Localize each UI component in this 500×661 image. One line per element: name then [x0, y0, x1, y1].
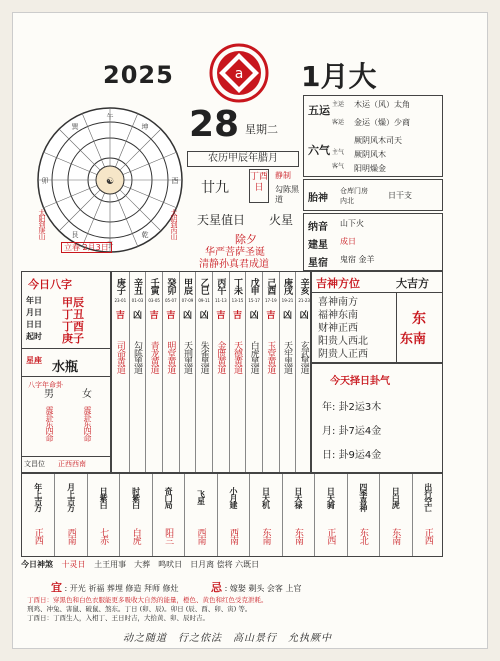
birthday-label: 华严菩萨圣诞 [205, 247, 265, 258]
star-label: 天星值日 [197, 213, 246, 227]
birthday2-label: 清静孙真君成道 [199, 259, 269, 270]
gouchen-label: 勾陈黑道 [275, 185, 299, 204]
calendar-sheet [12, 12, 488, 649]
notes-line-3: 丁酉日：丁酉生人，入相丁、王日时吉，大拾黄、卯、辰时吉。 [27, 614, 209, 622]
hour-time: 05-07 [165, 298, 177, 303]
hour-column [129, 272, 146, 472]
bottom-value: 西南 [195, 528, 206, 544]
hour-column [245, 272, 262, 472]
direction-line-1: 喜神南方 [318, 297, 358, 308]
bazi-row-label-2: 月日 [26, 308, 42, 317]
bottom-column [249, 474, 281, 556]
bottom-header: 月上吉方 [66, 483, 76, 511]
hour-time: 13-15 [231, 298, 244, 303]
lunar-date-box [187, 151, 299, 167]
bottom-column [347, 474, 379, 556]
hour-god: 天刑黑道 [181, 341, 192, 373]
hour-luck: 吉 [166, 311, 176, 321]
hour-table [111, 271, 311, 473]
bottom-header: 四季喜神 [358, 483, 368, 511]
wuyun-value-1: 木运（风）太角 [354, 100, 410, 109]
nayin-value: 山下火 [340, 219, 364, 228]
bottom-column [152, 474, 184, 556]
notes-line-2: 刑鸡、冲兔、害鼠、破鼠、煞东。丁日 (卯、辰)。卯日 (辰、酉、卯、寅) 等。 [27, 605, 252, 613]
hour-column [162, 272, 179, 472]
lichun-value: 立春 2月3日 [61, 242, 112, 253]
wuyun-tag-1: 主运 [332, 101, 345, 108]
bazi-hour-stem: 庚 [62, 332, 73, 345]
hour-time: 03-05 [148, 298, 160, 303]
hour-ganzhi: 庚戌 [281, 278, 292, 294]
hour-luck: 吉 [216, 311, 226, 321]
hour-ganzhi: 壬寅 [148, 278, 159, 294]
hour-time: 19-21 [281, 298, 294, 303]
svg-text:a: a [234, 66, 244, 82]
xingzuo-value: 水瓶 [52, 360, 79, 375]
hour-god: 朱雀黑道 [198, 341, 209, 373]
bazi-month-stem: 丁 [62, 308, 73, 321]
jianxing-label: 建星 [308, 240, 328, 251]
bazi-hour [62, 330, 84, 346]
bottom-value: 正西 [32, 528, 43, 544]
bottom-header: 日紫白 [99, 486, 109, 508]
wenchang-label: 文昌位 [24, 460, 45, 468]
bazi-row-label-4: 起时 [26, 332, 42, 341]
hour-luck: 凶 [299, 311, 309, 321]
nayin-box [303, 213, 443, 271]
hour-time: 11-13 [215, 298, 227, 303]
direction-line-4: 阳贵人西北 [318, 336, 368, 347]
hour-time: 15-17 [248, 298, 260, 303]
hour-luck: 吉 [266, 311, 276, 321]
hour-ganzhi: 戊申 [248, 278, 259, 294]
bottom-header: 出行空亡 [423, 483, 433, 511]
bazi-title: 今日八字 [28, 278, 72, 291]
hour-god: 司命黄道 [114, 341, 125, 373]
bottom-value: 东南 [390, 528, 401, 544]
wuyun-liuqi-box [303, 95, 443, 177]
hour-time: 23-01 [114, 298, 127, 303]
bottom-value: 东南 [260, 528, 271, 544]
hour-luck: 凶 [199, 311, 209, 321]
bottom-column [184, 474, 216, 556]
hour-ganzhi: 辛亥 [298, 278, 309, 294]
hour-time: 09-11 [198, 298, 210, 303]
bazi-row-label-1: 年日 [26, 296, 42, 305]
gua-value-2: 卦7运4金 [338, 426, 382, 437]
hour-time: 21-23 [298, 298, 310, 303]
bottom-header: 时紫白 [131, 486, 141, 508]
gua-box [311, 363, 443, 473]
bottom-column [87, 474, 119, 556]
bottom-header: 日天禄 [293, 486, 303, 508]
lunar-date-label: 农历甲辰年腊月 [208, 153, 278, 164]
gua-key-1: 年: [322, 402, 336, 413]
direction-line-2: 福神东南 [318, 310, 358, 321]
bazi-row-label-3: 日日 [26, 320, 42, 329]
xingzuo-label: 星座 [26, 356, 42, 365]
hour-god: 玄武黑道 [298, 341, 309, 373]
hour-ganzhi: 乙巳 [198, 278, 209, 294]
year-label: 2025 [103, 61, 174, 89]
lichun-label [61, 243, 112, 253]
big-dir-1: 东 [412, 311, 426, 327]
hour-column [195, 272, 212, 472]
xingsu-label: 星宿 [308, 258, 328, 269]
svg-text:酉: 酉 [171, 177, 179, 185]
bottom-header: 小月建 [228, 486, 238, 508]
direction-line-3: 财神正西 [318, 323, 358, 334]
hour-luck: 吉 [115, 311, 125, 321]
today-god-label: 今日神煞 [21, 560, 53, 569]
day-number: 28 [189, 104, 240, 145]
svg-text:☯: ☯ [105, 177, 115, 187]
hour-ganzhi: 丙午 [215, 278, 226, 294]
bottom-grid [21, 473, 443, 557]
female-label: 女 [82, 389, 92, 400]
bottom-column [22, 474, 54, 556]
bottom-header: 飞星 [196, 490, 206, 504]
hour-ganzhi: 庚子 [114, 278, 125, 294]
bottom-column [314, 474, 346, 556]
liuqi-tag-1: 主气 [332, 149, 345, 156]
hour-god: 天牢黑道 [281, 341, 292, 373]
hour-luck: 凶 [282, 311, 292, 321]
bazi-day-branch: 酉 [73, 320, 84, 333]
hour-ganzhi: 丁未 [231, 278, 242, 294]
bottom-value: 西南 [65, 528, 76, 544]
hour-time: 07-09 [181, 298, 194, 303]
yi-ji-row [21, 579, 443, 593]
hour-ganzhi: 甲辰 [181, 278, 192, 294]
gua-line-1 [322, 398, 381, 413]
svg-text:艮: 艮 [71, 231, 79, 239]
bottom-value: 西南 [227, 528, 238, 544]
svg-text:坤: 坤 [141, 123, 149, 131]
hour-column [212, 272, 229, 472]
hour-luck: 吉 [232, 311, 242, 321]
bazi-box [21, 271, 111, 473]
bottom-column [412, 474, 443, 556]
bazi-month-branch: 丑 [73, 308, 84, 321]
bottom-column [119, 474, 151, 556]
hour-ganzhi: 辛丑 [131, 278, 142, 294]
bottom-value: 正西 [325, 528, 336, 544]
today-god-row [21, 559, 443, 573]
yi-label: 宜 [51, 581, 62, 594]
hour-god: 玉堂黄道 [265, 341, 276, 373]
today-god-value: 十灵日 [61, 560, 86, 569]
hour-luck: 凶 [249, 311, 259, 321]
svg-text:午: 午 [106, 113, 114, 121]
bottom-header: 日天骑 [326, 486, 336, 508]
gua-key-3: 日: [322, 450, 336, 461]
bottom-column [217, 474, 249, 556]
hour-column [145, 272, 162, 472]
bottom-column [282, 474, 314, 556]
hour-luck: 吉 [149, 311, 159, 321]
gua-value-3: 卦9运4金 [338, 450, 382, 461]
bottom-value: 阳三 [163, 528, 174, 544]
male-gua: 震卦东四命 [45, 406, 54, 441]
hour-god: 金匮黄道 [215, 341, 226, 373]
direction-title: 吉神方位 [316, 277, 360, 290]
notes-line-1: 丁酉日：穿黑色和白色衣服能更多吸收大自然的能量，橙色、黄色和红色受克泄耗。 [27, 596, 268, 604]
bottom-value: 白虎 [130, 528, 141, 544]
logo-icon [209, 43, 269, 103]
bottom-header: 奇门局 [164, 486, 174, 508]
wuyun-label: 五运 [308, 104, 330, 117]
svg-text:子: 子 [106, 241, 114, 249]
hour-god: 明堂黄道 [165, 341, 176, 373]
jingzhi-label: 静制 [275, 171, 291, 180]
jianxing-value: 成日 [340, 237, 356, 246]
hour-time: 17-19 [265, 298, 277, 303]
direction-line-5: 阴贵人正西 [318, 349, 368, 360]
gua-title: 今天择日卦气 [330, 376, 390, 387]
direction-box [311, 271, 443, 363]
weekday-label: 星期二 [245, 123, 278, 136]
bottom-value: 正西 [422, 528, 433, 544]
ji-text: : 嫁娶 剃头 会客 上官 [224, 584, 302, 593]
huoxing-label: 火星 [269, 213, 294, 227]
svg-text:乾: 乾 [141, 231, 149, 239]
hour-column [179, 272, 196, 472]
gua-key-2: 月: [322, 426, 336, 437]
big-dir-2: 东南 [400, 332, 427, 347]
hour-column [295, 272, 311, 472]
hour-column [229, 272, 246, 472]
hour-luck: 凶 [182, 311, 192, 321]
festival-label: 除夕 [235, 233, 257, 246]
richong-label: 日干支 [388, 191, 412, 200]
hour-time: 01-03 [131, 298, 144, 303]
wuyun-value-2: 金运（燥）少商 [354, 118, 410, 127]
liuqi-value-3: 阳明燥金 [354, 164, 386, 173]
hour-column [262, 272, 279, 472]
taishen-value: 仓库门房内北 [340, 187, 368, 205]
bazi-hour-branch: 子 [73, 332, 84, 345]
wheel-right-label: 太阴到丙山 [170, 209, 178, 239]
xingsu-value: 鬼宿 金羊 [340, 255, 375, 264]
bottom-header: 日白虎 [391, 486, 401, 508]
hour-luck: 凶 [132, 311, 142, 321]
hour-ganzhi: 己酉 [265, 278, 276, 294]
liuqi-label: 六气 [308, 144, 330, 157]
bottom-column [54, 474, 86, 556]
bazi-day-stem: 丁 [62, 320, 73, 333]
gua-line-3 [322, 446, 381, 461]
bottom-header: 年上吉方 [33, 483, 43, 511]
liuqi-tag-2: 客气 [332, 163, 345, 170]
gua-line-2 [322, 422, 381, 437]
gender-title: 八字年命卦 [28, 381, 63, 389]
bottom-value: 东南 [292, 528, 303, 544]
wheel-left-label: 太阳到庚山 [38, 209, 46, 239]
nayin-label: 纳音 [308, 222, 328, 233]
bazi-year-stem: 甲 [62, 296, 73, 309]
today-god-text: 土王用事 大葬 鸣吠日 日月离 偿将 六既日 [94, 560, 260, 569]
svg-text:巽: 巽 [71, 123, 79, 131]
wuyun-tag-2: 客运 [332, 119, 345, 126]
hour-god: 白虎黑道 [248, 341, 259, 373]
wenchang-value: 正西西南 [58, 460, 86, 468]
hour-column [279, 272, 296, 472]
bottom-header: 日天机 [261, 486, 271, 508]
month-label: 1月大 [301, 60, 377, 93]
footer-motto: 动之随道 行之依法 高山景行 允执厥中 [123, 633, 332, 644]
taishen-box [303, 179, 443, 211]
direction-big: 大吉方 [396, 277, 429, 290]
liuqi-value-1: 厥阴风木司天 [354, 136, 402, 145]
female-gua: 震卦东四命 [83, 406, 92, 441]
ji-label: 忌 [211, 581, 223, 594]
hour-column [112, 272, 129, 472]
svg-text:卯: 卯 [41, 177, 49, 185]
lunar-day: 廿九 [201, 180, 229, 196]
male-label: 男 [44, 389, 54, 400]
bazi-year-branch: 辰 [73, 296, 84, 309]
taishen-label: 胎神 [308, 193, 328, 204]
hour-ganzhi: 癸卯 [165, 278, 176, 294]
bagua-wheel-icon [35, 105, 185, 255]
ganzhi-value: 丁酉日 [250, 172, 269, 193]
hour-god: 青龙黄道 [148, 341, 159, 373]
bottom-value: 七赤 [98, 528, 109, 544]
hour-god: 天德黄道 [231, 341, 242, 373]
liuqi-value-2: 厥阴风木 [354, 150, 386, 159]
hour-god: 勾陈黑道 [131, 341, 142, 373]
bottom-column [379, 474, 411, 556]
yi-text: : 开光 祈福 葬埋 修造 拜师 修灶 [64, 584, 179, 593]
gua-value-1: 卦2运3木 [338, 402, 382, 413]
bottom-value: 东北 [357, 528, 368, 544]
ganzhi-box [249, 169, 269, 203]
